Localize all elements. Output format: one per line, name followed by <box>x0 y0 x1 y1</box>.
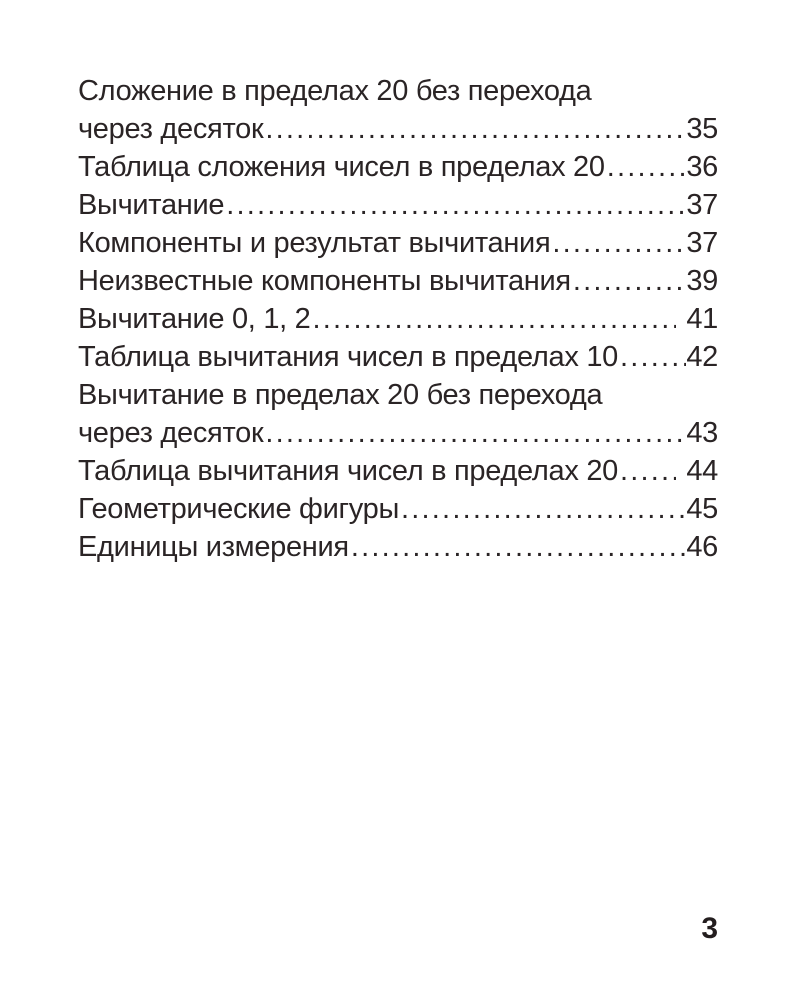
toc-entry <box>78 262 718 300</box>
toc-entry-page-number: 42 <box>686 341 718 373</box>
toc-entry-leader-row <box>78 148 718 186</box>
page-number: 3 <box>701 912 718 945</box>
toc-entry <box>78 452 718 490</box>
toc-entry <box>78 376 718 452</box>
toc-entry-title: Таблица сложения чисел в пределах 20 <box>78 151 605 183</box>
toc-entry-page-number: 45 <box>686 493 718 525</box>
toc-entry-leader-row <box>78 110 718 148</box>
toc-entry-leader-row <box>78 300 718 338</box>
toc-entry-page-number: 44 <box>686 455 718 487</box>
dotted-leader <box>618 452 676 490</box>
toc-entry-page-number: 46 <box>686 531 718 563</box>
toc-entry-page-number: 37 <box>686 227 718 259</box>
toc-entry <box>78 338 718 376</box>
toc-entry-title-line: Сложение в пределах 20 без перехода <box>78 75 592 107</box>
toc-entry-title: Вычитание 0, 1, 2 <box>78 303 311 335</box>
table-of-contents <box>78 72 718 566</box>
dotted-leader <box>263 110 686 148</box>
toc-entry-page-number: 41 <box>686 303 718 335</box>
dotted-leader <box>263 414 686 452</box>
toc-entry-leader-row <box>78 186 718 224</box>
toc-entry-leader-row <box>78 528 718 566</box>
toc-entry-title: Единицы измерения <box>78 531 349 563</box>
toc-entry-title: через десяток <box>78 417 264 449</box>
toc-entry-page-number: 36 <box>686 151 718 183</box>
toc-entry-leader-row <box>78 338 718 376</box>
toc-entry <box>78 186 718 224</box>
toc-entry-page-number: 37 <box>686 189 718 221</box>
dotted-leader <box>224 186 686 224</box>
dotted-leader <box>311 300 677 338</box>
toc-entry-title: Таблица вычитания чисел в пределах 10 <box>78 341 618 373</box>
toc-entry-leader-row <box>78 414 718 452</box>
dotted-leader <box>550 224 686 262</box>
toc-entry <box>78 148 718 186</box>
toc-entry <box>78 490 718 528</box>
toc-entry-title: Компоненты и результат вычитания <box>78 227 551 259</box>
toc-entry-title: Геометрические фигуры <box>78 493 400 525</box>
dotted-leader <box>571 262 687 300</box>
toc-entry <box>78 224 718 262</box>
toc-entry <box>78 72 718 148</box>
dotted-leader <box>399 490 686 528</box>
toc-entry-title: Вычитание <box>78 189 225 221</box>
toc-entry-leader-row <box>78 452 718 490</box>
toc-entry-page-number: 39 <box>686 265 718 297</box>
toc-entry-title-line: Вычитание в пределах 20 без перехода <box>78 379 603 411</box>
toc-entry-page-number: 43 <box>686 417 718 449</box>
toc-entry-title: через десяток <box>78 113 264 145</box>
toc-entry-leader-row <box>78 262 718 300</box>
toc-entry <box>78 300 718 338</box>
toc-entry-leader-row <box>78 490 718 528</box>
dotted-leader <box>618 338 686 376</box>
toc-entry-title: Таблица вычитания чисел в пределах 20 <box>78 455 618 487</box>
dotted-leader <box>349 528 687 566</box>
toc-entry <box>78 528 718 566</box>
toc-entry-page-number: 35 <box>686 113 718 145</box>
toc-entry-leader-row <box>78 224 718 262</box>
dotted-leader <box>605 148 687 186</box>
toc-entry-title: Неизвестные компоненты вычитания <box>78 265 571 297</box>
